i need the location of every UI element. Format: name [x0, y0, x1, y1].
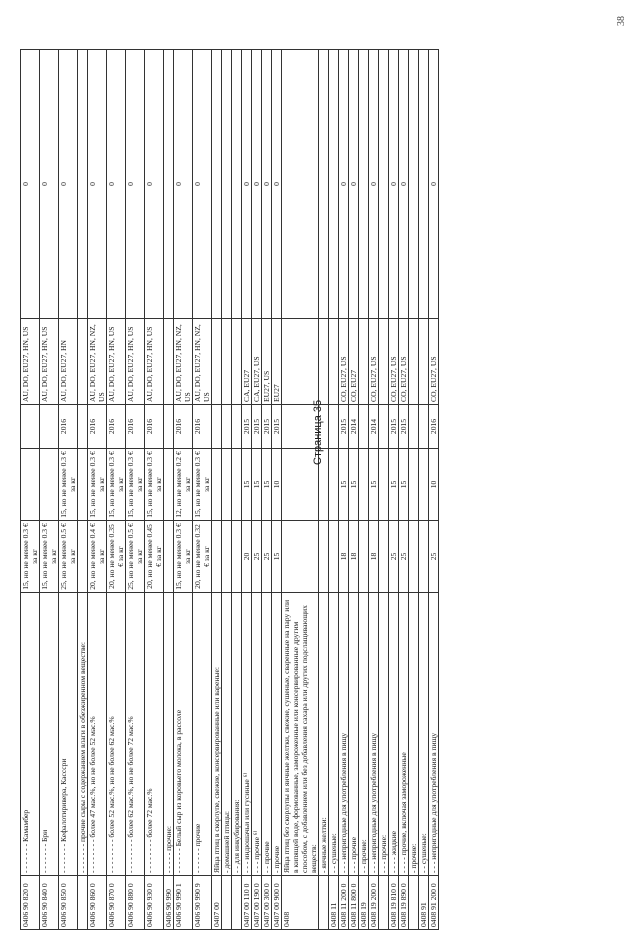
row-final-rate	[359, 449, 369, 521]
row-final-rate	[379, 449, 389, 521]
row-code: 0407 00 110 0	[242, 876, 252, 930]
row-flag	[78, 50, 88, 319]
row-code: 0406 90 990	[164, 876, 174, 930]
row-final-rate: 15	[339, 449, 349, 521]
row-flag: 0	[369, 50, 379, 319]
row-flag: 0	[262, 50, 272, 319]
row-code: 0408 91 200 0	[429, 876, 439, 930]
row-origin: CO, EU27, US	[389, 319, 399, 405]
row-year: 2016	[88, 405, 107, 449]
row-origin	[359, 319, 369, 405]
table-row	[399, 50, 409, 930]
row-year: 2016	[59, 405, 78, 449]
row-final-rate: 10	[429, 449, 439, 521]
row-base-rate: 15, но не менее 0.3 € за кг	[21, 521, 40, 593]
row-flag: 0	[193, 50, 212, 319]
row-flag: 0	[59, 50, 78, 319]
row-flag	[212, 50, 222, 319]
row-code: 0406 90 880 0	[126, 876, 145, 930]
row-final-rate	[164, 449, 174, 521]
table-row	[232, 50, 242, 930]
row-final-rate: 15, но не менее 0.3 € за кг	[88, 449, 107, 521]
row-base-rate: 15, но не менее 0.3 € за кг	[174, 521, 193, 593]
table-row	[88, 50, 107, 930]
row-base-rate: 20, но не менее 0.45 € за кг	[145, 521, 164, 593]
row-final-rate: 15	[399, 449, 409, 521]
row-origin	[282, 319, 319, 405]
row-base-rate: 18	[339, 521, 349, 593]
row-base-rate	[329, 521, 339, 593]
table-row	[252, 50, 262, 930]
row-flag	[164, 50, 174, 319]
row-year: 2015	[399, 405, 409, 449]
row-description: - яичные желтки:	[319, 593, 329, 876]
row-year: 2014	[349, 405, 359, 449]
row-description: - - прочие:	[359, 593, 369, 876]
row-flag: 0	[40, 50, 59, 319]
row-year	[164, 405, 174, 449]
row-flag: 0	[242, 50, 252, 319]
row-code: 0408 19 890 0	[399, 876, 409, 930]
row-code: 0406 90 820 0	[21, 876, 40, 930]
row-code: 0406 90 860 0	[88, 876, 107, 930]
row-final-rate: 15	[349, 449, 359, 521]
row-description: - - - - - - - - более 62 мас.%, но не более 72 мас.%	[126, 593, 145, 876]
row-description: - - - - - - - Кефалотиривера, Касссри	[59, 593, 78, 876]
row-flag: 0	[429, 50, 439, 319]
row-origin	[212, 319, 222, 405]
row-description: - - - непригодные для употребления в пищу	[339, 593, 349, 876]
row-origin	[164, 319, 174, 405]
row-final-rate	[222, 449, 232, 521]
row-year	[359, 405, 369, 449]
row-origin: AU, DO, EU27, HN, US	[145, 319, 164, 405]
row-description: - - прочие	[262, 593, 272, 876]
table-row	[262, 50, 272, 930]
row-code: 0407 00 190 0	[252, 876, 262, 930]
row-description: - - - индюшачьи или гусиные ⁶⁾	[242, 593, 252, 876]
row-final-rate: 10	[272, 449, 282, 521]
row-final-rate	[78, 449, 88, 521]
row-code	[319, 876, 329, 930]
row-code: 0406 90 930 0	[145, 876, 164, 930]
row-year	[222, 405, 232, 449]
row-origin: CA, EU27, US	[252, 319, 262, 405]
row-base-rate: 25, но не менее 0.5 € за кг	[126, 521, 145, 593]
row-description: - - - прочие	[349, 593, 359, 876]
row-description: - - - - - - - - более 52 мас.%, но не более 62 мас.%	[107, 593, 126, 876]
row-description: - - сушеные:	[419, 593, 429, 876]
row-origin: AU, DO, EU27, HN, NZ, US	[88, 319, 107, 405]
row-flag: 0	[145, 50, 164, 319]
row-description: Яйца птиц в скорлупе, свежие, консервированные или вареные:	[212, 593, 222, 876]
row-code: 0408 19 200 0	[369, 876, 379, 930]
row-flag: 0	[349, 50, 359, 319]
row-flag: 0	[252, 50, 262, 319]
row-base-rate	[379, 521, 389, 593]
row-final-rate	[409, 449, 419, 521]
row-origin: AU, DO, EU27, HN, US	[107, 319, 126, 405]
row-code: 0408 91	[419, 876, 429, 930]
row-final-rate: 15	[252, 449, 262, 521]
row-year: 2015	[272, 405, 282, 449]
row-code: 0407 00 900 0	[272, 876, 282, 930]
row-code: 0407 00 300 0	[262, 876, 272, 930]
row-code: 0406 90 840 0	[40, 876, 59, 930]
row-base-rate	[78, 521, 88, 593]
row-year: 2016	[126, 405, 145, 449]
row-year: 2016	[429, 405, 439, 449]
row-flag: 0	[21, 50, 40, 319]
row-description: - - - - - - - Бри	[40, 593, 59, 876]
row-base-rate	[232, 521, 242, 593]
row-base-rate: 15, но не менее 0.3 € за кг	[40, 521, 59, 593]
row-final-rate	[329, 449, 339, 521]
row-flag	[282, 50, 319, 319]
row-code: 0408 11	[329, 876, 339, 930]
row-final-rate: 15, но не менее 0.3 € за кг	[193, 449, 212, 521]
row-year	[21, 405, 40, 449]
row-origin: AU, DO, EU27, HN, US	[21, 319, 40, 405]
row-final-rate	[21, 449, 40, 521]
row-base-rate	[319, 521, 329, 593]
table-row	[145, 50, 164, 930]
row-year	[212, 405, 222, 449]
row-final-rate	[212, 449, 222, 521]
table-row	[409, 50, 419, 930]
row-origin	[409, 319, 419, 405]
row-base-rate: 15	[272, 521, 282, 593]
row-final-rate	[232, 449, 242, 521]
row-origin	[319, 319, 329, 405]
row-origin	[379, 319, 389, 405]
row-description: - домашней птицы:	[222, 593, 232, 876]
row-year: 2016	[193, 405, 212, 449]
row-origin: CO, EU27, US	[339, 319, 349, 405]
tariff-table-body	[21, 50, 439, 930]
table-row	[222, 50, 232, 930]
rotated-table-container	[20, 50, 580, 930]
row-base-rate	[419, 521, 429, 593]
row-flag: 0	[107, 50, 126, 319]
row-description: - - - - прочие, включая замороженные	[399, 593, 409, 876]
row-origin: CA, EU27	[242, 319, 252, 405]
row-flag	[329, 50, 339, 319]
table-row	[174, 50, 193, 930]
row-origin: EU27	[272, 319, 282, 405]
row-description: - прочие:	[409, 593, 419, 876]
row-final-rate	[40, 449, 59, 521]
row-year	[379, 405, 389, 449]
row-final-rate: 15	[389, 449, 399, 521]
row-base-rate: 18	[349, 521, 359, 593]
row-year: 2016	[174, 405, 193, 449]
row-description: - - - - - - - прочие сыры с содержанием влаги в обезжиренном веществе:	[78, 593, 88, 876]
row-year: 2015	[339, 405, 349, 449]
row-base-rate: 20	[242, 521, 252, 593]
table-row	[282, 50, 319, 930]
row-origin	[329, 319, 339, 405]
row-year	[409, 405, 419, 449]
row-flag	[409, 50, 419, 319]
row-year: 2016	[107, 405, 126, 449]
row-description: - - сушеные:	[329, 593, 339, 876]
row-code: 0407 00	[212, 876, 222, 930]
row-base-rate: 25	[252, 521, 262, 593]
row-code: 0406 90 850 0	[59, 876, 78, 930]
table-row	[379, 50, 389, 930]
row-year: 2014	[369, 405, 379, 449]
row-base-rate: 25	[262, 521, 272, 593]
row-base-rate: 25	[429, 521, 439, 593]
row-flag	[319, 50, 329, 319]
row-code	[222, 876, 232, 930]
page-number-label: Страница 35	[312, 399, 324, 465]
row-description: - прочие	[272, 593, 282, 876]
row-origin: AU, DO, EU27, HN, US	[40, 319, 59, 405]
row-origin	[78, 319, 88, 405]
row-origin: AU, DO, EU27, HN, NZ, US	[174, 319, 193, 405]
row-flag	[419, 50, 429, 319]
table-row	[319, 50, 329, 930]
row-origin: AU, DO, EU27, HN, US	[126, 319, 145, 405]
table-row	[126, 50, 145, 930]
row-description: - - - прочие:	[379, 593, 389, 876]
row-code	[409, 876, 419, 930]
row-base-rate: 25	[389, 521, 399, 593]
row-code	[379, 876, 389, 930]
row-flag: 0	[126, 50, 145, 319]
row-origin: AU, DO, EU27, HN, NZ, US	[193, 319, 212, 405]
row-base-rate: 20, но не менее 0.35 € за кг	[107, 521, 126, 593]
row-code	[232, 876, 242, 930]
table-row	[212, 50, 222, 930]
row-description: Яйца птиц без скорлупы и яичные желтки, свежие, сушеные, сваренные на пару или в кипящей воде, формованные, замороженные или консервированные другим способом, с добавлением или без добавления сахара или других подслащивающих веществ:	[282, 593, 319, 876]
row-year	[232, 405, 242, 449]
row-final-rate: 15, но не менее 0.3 € за кг	[145, 449, 164, 521]
row-flag	[379, 50, 389, 319]
table-row	[78, 50, 88, 930]
row-year	[419, 405, 429, 449]
row-description: - - - - - - - Камамбер	[21, 593, 40, 876]
row-code: 0406 90 990 9	[193, 876, 212, 930]
row-base-rate	[359, 521, 369, 593]
row-description: - - для инкубирования:	[232, 593, 242, 876]
row-flag: 0	[399, 50, 409, 319]
row-year: 2015	[262, 405, 272, 449]
row-final-rate: 15, но не менее 0.3 € за кг	[107, 449, 126, 521]
table-row	[419, 50, 429, 930]
row-flag	[232, 50, 242, 319]
row-code: 0408 19	[359, 876, 369, 930]
row-final-rate	[419, 449, 429, 521]
table-row	[349, 50, 359, 930]
table-row	[272, 50, 282, 930]
row-base-rate	[222, 521, 232, 593]
row-final-rate: 15, но не менее 0.3 € за кг	[126, 449, 145, 521]
row-year	[40, 405, 59, 449]
row-flag: 0	[339, 50, 349, 319]
row-description: - - - - - - прочие	[193, 593, 212, 876]
tariff-table	[20, 49, 439, 930]
row-final-rate: 15	[369, 449, 379, 521]
row-origin: CO, EU27, US	[399, 319, 409, 405]
row-description: - - - - жидкие	[389, 593, 399, 876]
row-year: 2015	[389, 405, 399, 449]
row-final-rate: 15	[262, 449, 272, 521]
table-row	[107, 50, 126, 930]
row-flag: 0	[389, 50, 399, 319]
row-code: 0406 90 870 0	[107, 876, 126, 930]
row-origin	[232, 319, 242, 405]
table-row	[59, 50, 78, 930]
row-flag: 0	[174, 50, 193, 319]
row-origin	[222, 319, 232, 405]
row-base-rate: 25, но не менее 0.5 € за кг	[59, 521, 78, 593]
table-row	[164, 50, 174, 930]
row-description: - - - - - - - - более 72 мас.%	[145, 593, 164, 876]
row-description: - - - непригодные для употребления в пищу	[369, 593, 379, 876]
row-flag	[222, 50, 232, 319]
row-base-rate: 20, но не менее 0.4 € за кг	[88, 521, 107, 593]
handwritten-page-mark: 38	[616, 16, 627, 26]
row-code: 0408	[282, 876, 319, 930]
row-final-rate: 15, но не менее 0.3 € за кг	[59, 449, 78, 521]
table-row	[339, 50, 349, 930]
row-base-rate: 18	[369, 521, 379, 593]
row-origin: CO, EU27, US	[369, 319, 379, 405]
row-description: - - - прочие ⁶⁾	[252, 593, 262, 876]
row-flag: 0	[272, 50, 282, 319]
row-year	[78, 405, 88, 449]
row-flag: 0	[88, 50, 107, 319]
row-base-rate	[282, 521, 319, 593]
row-origin: CO, EU27	[349, 319, 359, 405]
row-base-rate	[164, 521, 174, 593]
row-final-rate: 15	[242, 449, 252, 521]
row-year: 2015	[242, 405, 252, 449]
row-code: 0408 19 810 0	[389, 876, 399, 930]
row-origin	[419, 319, 429, 405]
row-flag	[359, 50, 369, 319]
row-description: - - - - - - - - более 47 мас.%, но не более 52 мас.%	[88, 593, 107, 876]
row-base-rate: 25	[399, 521, 409, 593]
row-code: 0408 11 200 0	[339, 876, 349, 930]
table-row	[242, 50, 252, 930]
row-description: - - - непригодные для употребления в пищу	[429, 593, 439, 876]
row-year: 2016	[145, 405, 164, 449]
table-row	[329, 50, 339, 930]
row-code	[78, 876, 88, 930]
row-origin: CO, EU27, US	[429, 319, 439, 405]
table-row	[21, 50, 40, 930]
row-base-rate	[212, 521, 222, 593]
table-row	[40, 50, 59, 930]
row-description: - - - - - - Белый сыр из коровьего молока, в рассоле	[174, 593, 193, 876]
row-code: 0406 90 990 1	[174, 876, 193, 930]
row-final-rate: 12, но не менее 0.2 € за кг	[174, 449, 193, 521]
row-description: - - - - - прочие:	[164, 593, 174, 876]
row-base-rate	[409, 521, 419, 593]
row-origin: AU, DO, EU27, HN	[59, 319, 78, 405]
row-code: 0408 11 800 0	[349, 876, 359, 930]
table-row	[359, 50, 369, 930]
row-year	[329, 405, 339, 449]
table-row	[369, 50, 379, 930]
table-row	[429, 50, 439, 930]
row-year: 2015	[252, 405, 262, 449]
table-row	[193, 50, 212, 930]
table-row	[389, 50, 399, 930]
row-origin: EU27, US	[262, 319, 272, 405]
row-base-rate: 20, но не менее 0.32 € за кг	[193, 521, 212, 593]
